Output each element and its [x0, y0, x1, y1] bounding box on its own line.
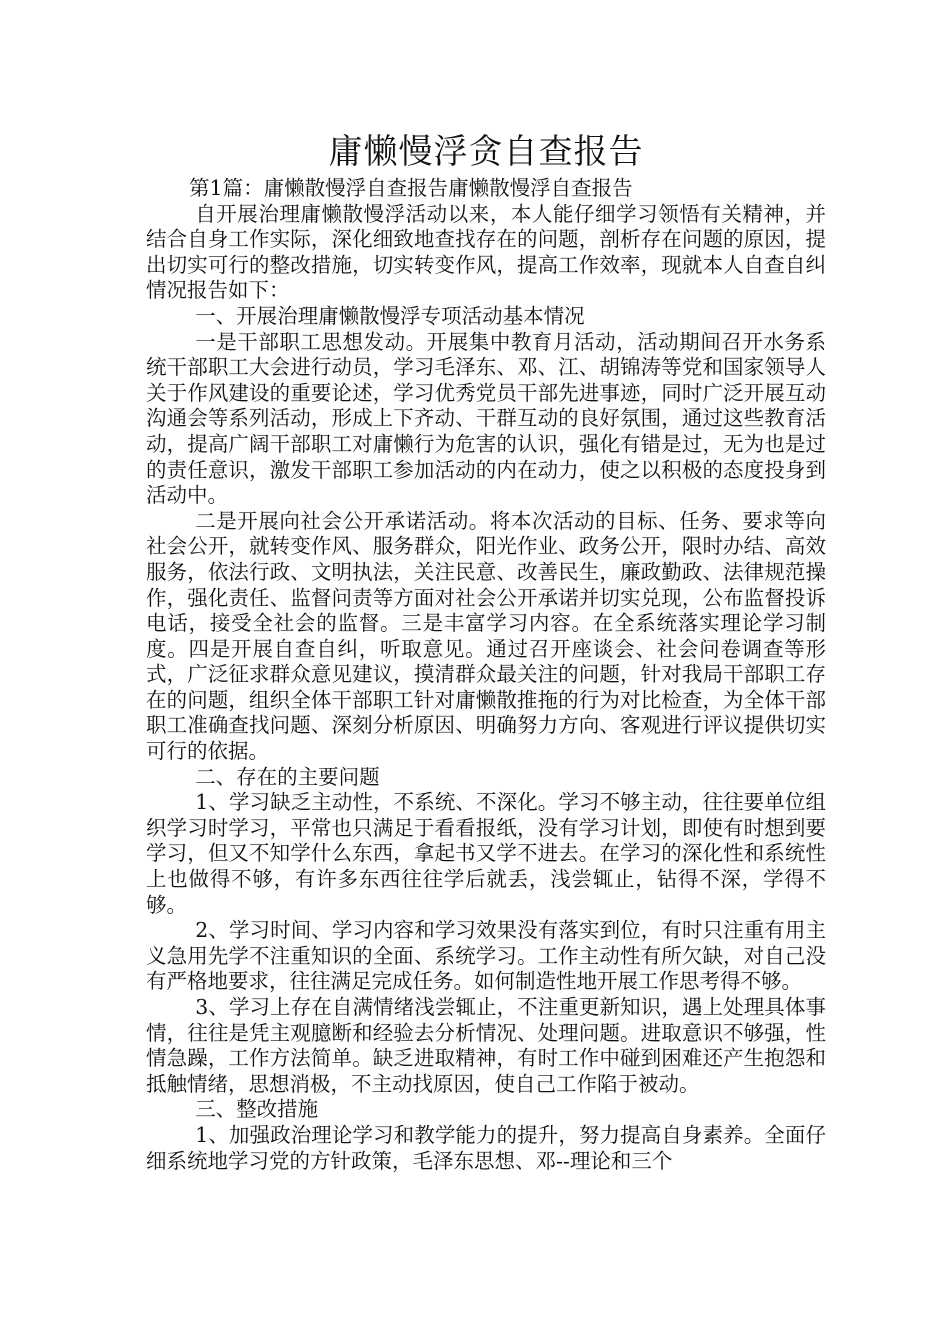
- paragraph-problem-1: 1、学习缺乏主动性，不系统、不深化。学习不够主动，往往要单位组织学习时学习，平常也只满足于看看报纸，没有学习计划，即使有时想到要学习，但又不知学什么东西，拿起书又学不进去。在学习的深化性和系统性上也做得不够，有许多东西往往学后就丢，浅尝辄止，钻得不深，学得不够。: [146, 790, 826, 917]
- paragraph-problem-2: 2、学习时间、学习内容和学习效果没有落实到位，有时只注重有用主义急用先学不注重知识的全面、系统学习。工作主动性有所欠缺，对自己没有严格地要求，往往满足完成任务。如何制造性地开展工作思考得不够。: [146, 918, 826, 994]
- paragraph-mobilization: 一是干部职工思想发动。开展集中教育月活动，活动期间召开水务系统干部职工大会进行动员，学习毛泽东、邓、江、胡锦涛等党和国家领导人关于作风建设的重要论述，学习优秀党员干部先进事迹，同时广泛开展互动沟通会等系列活动，形成上下齐动、干群互动的良好氛围，通过这些教育活动，提高广阔干部职工对庸懒行为危害的认识，强化有错是过，无为也是过的责任意识，激发干部职工参加活动的内在动力，使之以积极的态度投身到活动中。: [146, 329, 826, 508]
- document-page: [146, 130, 826, 1174]
- paragraph-problem-3: 3、学习上存在自满情绪浅尝辄止，不注重更新知识，遇上处理具体事情，往往是凭主观臆断和经验去分析情况、处理问题。进取意识不够强，性情急躁，工作方法简单。缺乏进取精神，有时工作中碰到困难还产生抱怨和抵触情绪，思想消极，不主动找原因，使自己工作陷于被动。: [146, 995, 826, 1096]
- paragraph-measure-1: 1、加强政治理论学习和教学能力的提升，努力提高自身素养。全面仔细系统地学习党的方针政策，毛泽东思想、邓--理论和三个: [146, 1122, 826, 1173]
- paragraph-public-commitment: 二是开展向社会公开承诺活动。将本次活动的目标、任务、要求等向社会公开，就转变作风、服务群众，阳光作业、政务公开，限时办结、高效服务，依法行政、文明执法，关注民意、改善民生，廉政勤政、法律规范操作，强化责任、监督问责等方面对社会公开承诺并切实兑现，公布监督投诉电话，接受全社会的监督。三是丰富学习内容。在全系统落实理论学习制度。四是开展自查自纠，听取意见。通过召开座谈会、社会问卷调查等形式，广泛征求群众意见建议，摸清群众最关注的问题，针对我局干部职工存在的问题，组织全体干部职工针对庸懒散推拖的行为对比检查，为全体干部职工准确查找问题、深刻分析原因、明确努力方向、客观进行评议提供切实可行的依据。: [146, 508, 826, 764]
- section-heading-3: 三、整改措施: [195, 1097, 319, 1122]
- paragraph-intro: 自开展治理庸懒散慢浮活动以来，本人能仔细学习领悟有关精神，并结合自身工作实际，深化细致地查找存在的问题，剖析存在问题的原因，提出切实可行的整改措施，切实转变作风，提高工作效率，现就本人自查自纠情况报告如下：: [146, 201, 826, 303]
- section-heading-2: 二、存在的主要问题: [195, 764, 380, 789]
- section-heading-1: 一、开展治理庸懒散慢浮专项活动基本情况: [195, 303, 585, 328]
- document-title: 庸懒慢浮贪自查报告: [328, 132, 644, 172]
- document-subtitle: 第1篇：庸懒散慢浮自查报告庸懒散慢浮自查报告: [189, 176, 633, 200]
